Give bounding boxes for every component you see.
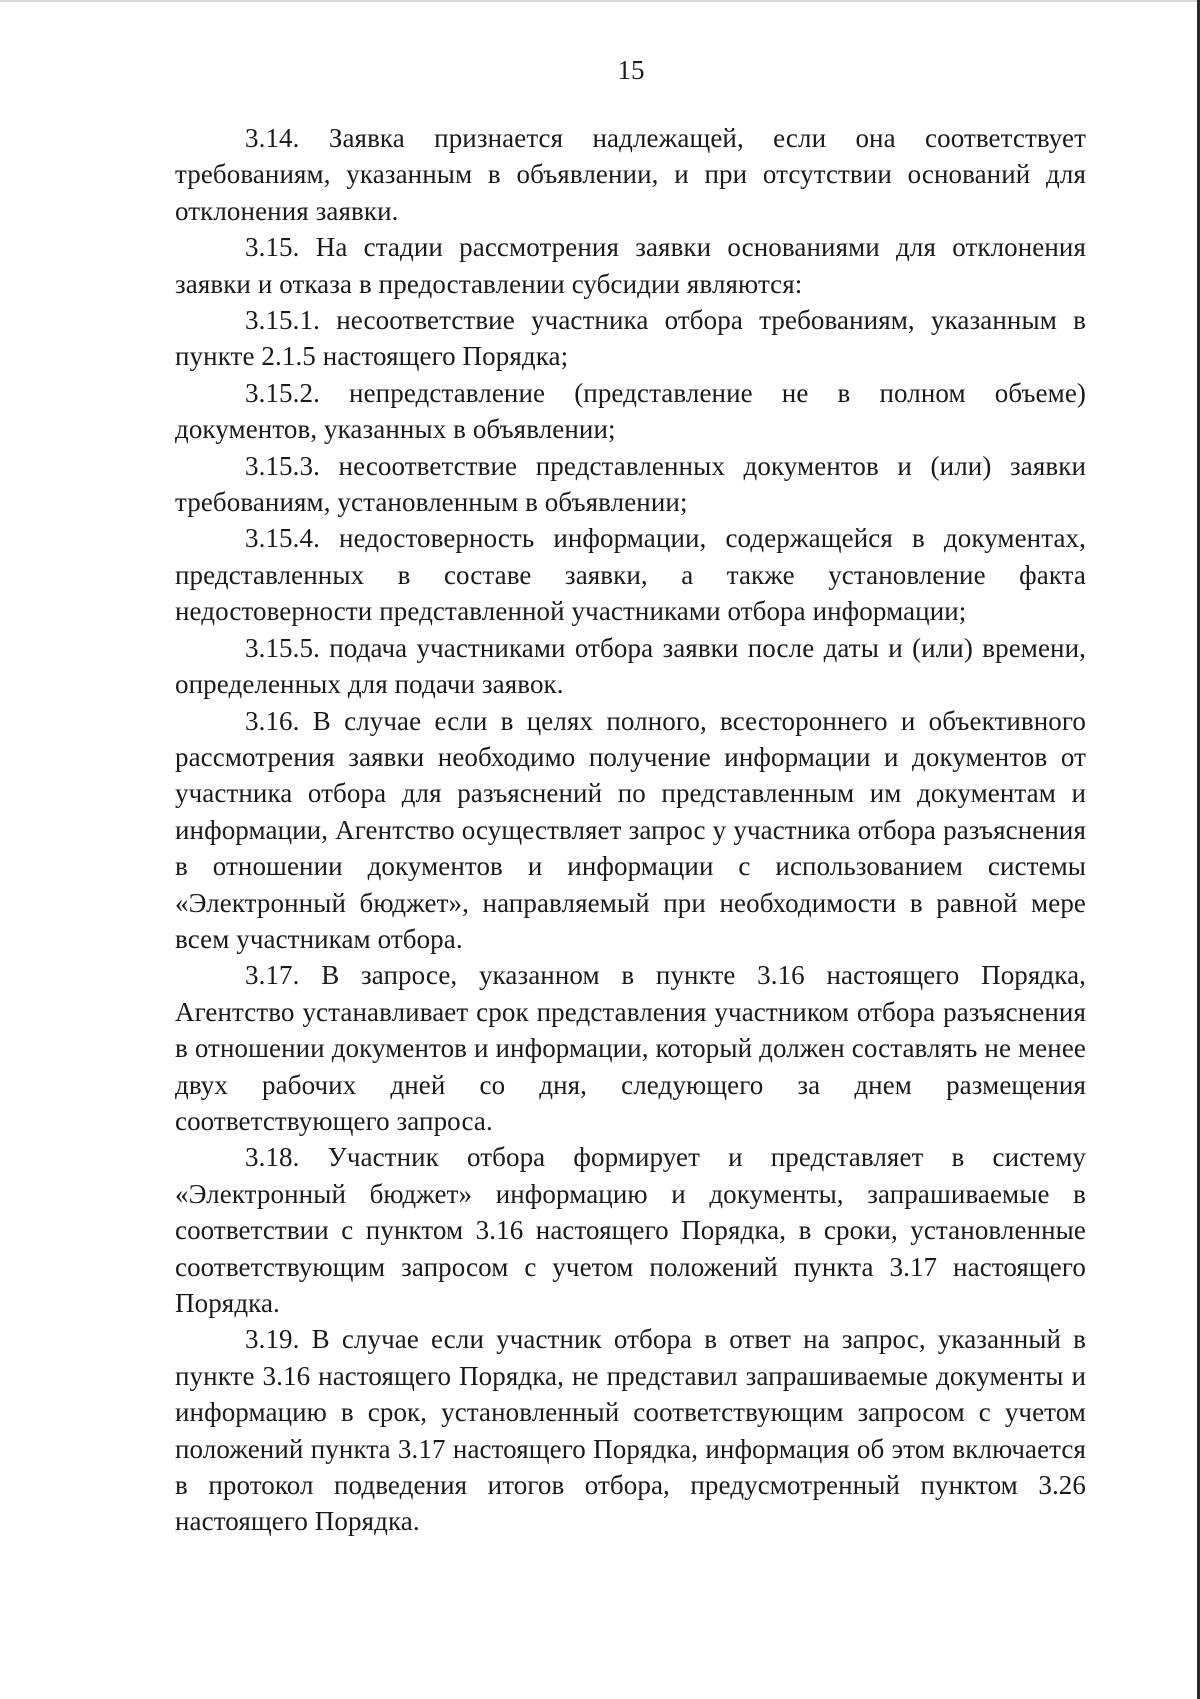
paragraph-3-15-4: 3.15.4. недостоверность информации, содержащейся в документах, представленных в составе заявки, а также установление факта недостоверности представленной участниками отбора информации; xyxy=(175,523,1086,627)
paragraph-3-14: 3.14. Заявка признается надлежащей, если она соответствует требованиям, указанным в объявлении, и при отсутствии оснований для отклонения заявки. xyxy=(175,123,1086,226)
paragraph-3-15: 3.15. На стадии рассмотрения заявки основаниями для отклонения заявки и отказа в предоставлении субсидии являются: xyxy=(175,232,1086,299)
paragraph-3-19: 3.19. В случае если участник отбора в ответ на запрос, указанный в пункте 3.16 настоящего Порядка, не представил запрашиваемые документы и информацию в срок, установленный соответствующим запросом с учетом положений пункта 3.17 настоящего Порядка, информация об этом включается в протокол подведения итогов отбора, предусмотренный пунктом 3.26 настоящего Порядка. xyxy=(175,1324,1086,1537)
scan-edge-top xyxy=(0,0,1200,2)
paragraph-3-16: 3.16. В случае если в целях полного, всестороннего и объективного рассмотрения заявки необходимо получение информации и документов от участника отбора для разъяснений по представленным им документам и информации, Агентство осуществляет запрос у участника отбора разъяснения в отношении документов и информации с использованием системы «Электронный бюджет», направляемый при необходимости в равной мере всем участникам отбора. xyxy=(175,705,1086,954)
paragraph-3-15-5: 3.15.5. подача участниками отбора заявки после даты и (или) времени, определенных для подачи заявок. xyxy=(175,632,1086,700)
paragraph-3-18: 3.18. Участник отбора формирует и представляет в систему «Электронный бюджет» информацию и документы, запрашиваемые в соответствии с пунктом 3.16 настоящего Порядка, в сроки, установленные соответствующим запросом с учетом положений пункта 3.17 настоящего Порядка. xyxy=(175,1142,1086,1318)
paragraph-3-15-3: 3.15.3. несоответствие представленных документов и (или) заявки требованиям, установленным в объявлении; xyxy=(175,450,1086,518)
page-number: 15 xyxy=(617,55,645,85)
paragraph-3-15-1: 3.15.1. несоответствие участника отбора требованиям, указанным в пункте 2.1.5 настоящего Порядка; xyxy=(175,305,1086,372)
paragraph-3-15-2: 3.15.2. непредставление (представление не в полном объеме) документов, указанных в объявлении; xyxy=(175,377,1086,445)
paragraph-3-17: 3.17. В запросе, указанном в пункте 3.16 настоящего Порядка, Агентство устанавливает срок представления участником отбора разъяснения в отношении документов и информации, который должен составлять не менее двух рабочих дней со дня, следующего за днем размещения соответствующего запроса. xyxy=(175,960,1086,1136)
document-body xyxy=(175,120,1086,1540)
